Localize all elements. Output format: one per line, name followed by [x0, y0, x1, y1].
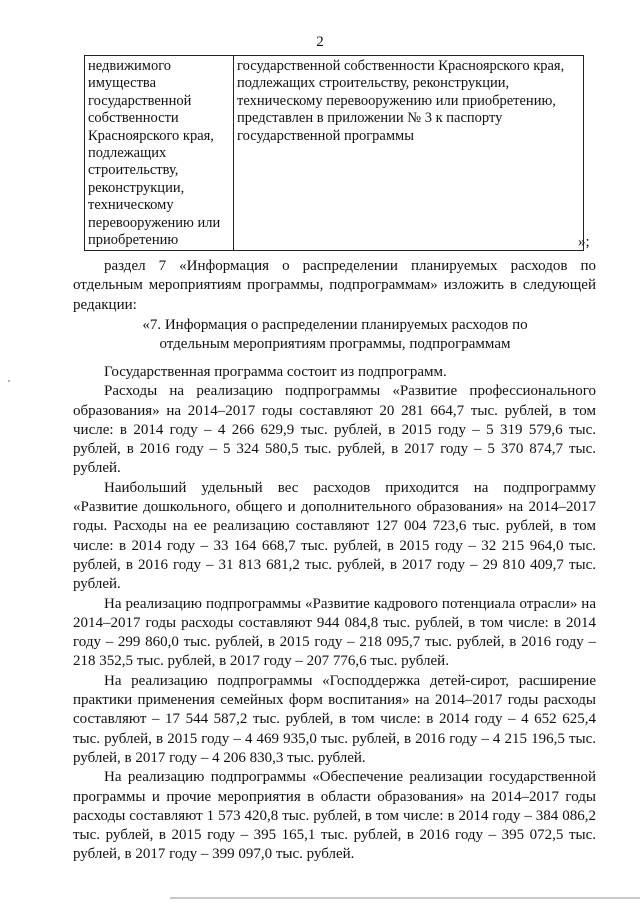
table-cell-left: недвижимого имущества государственной собственности Красноярского края, подлежащих строительству, реконструкции, техническому перевооружению или приобретению	[85, 56, 234, 251]
body-text	[73, 363, 596, 865]
closing-quote: »;	[578, 234, 590, 250]
paragraph: Расходы на реализацию подпрограммы «Развитие профессионального образования» на 2014–2017 годы составляют 20 281 664,7 тыс. рублей, в том числе: в 2014 году – 4 266 629,9 тыс. рублей, в 2015 году – 5 319 579,6 тыс. рублей, в 2016 году – 5 324 580,5 тыс. рублей, в 2017 году – 5 370 874,7 тыс. рублей.	[73, 383, 596, 477]
paragraph: На реализацию подпрограммы «Обеспечение реализации государственной программы и прочие мероприятия в области образования» на 2014–2017 годы расходы составляют 1 573 420,8 тыс. рублей, в том числе: в 2014 году – 384 086,2 тыс. рублей, в 2015 году – 395 165,1 тыс. рублей, в 2016 году – 395 072,5 тыс. рублей, в 2017 году – 399 097,0 тыс. рублей.	[73, 769, 596, 863]
scan-edge-line	[170, 897, 640, 899]
table-cell-right: государственной собственности Красноярского края, подлежащих строительству, реконструкции, техническому перевооружению или приобретению, представлен в приложении № 3 к паспорту государственной программы	[234, 56, 584, 251]
table-row	[85, 56, 584, 251]
section-heading: «7. Информация о распределении планируемых расходов по отдельным мероприятиям программы, подпрограммам	[142, 317, 528, 353]
amendment-intro: раздел 7 «Информация о распределении планируемых расходов по отдельным мероприятиям программы, подпрограммам» изложить в следующей редакции:	[73, 258, 596, 313]
paragraph: Государственная программа состоит из подпрограмм.	[104, 364, 447, 380]
page-number: 2	[316, 34, 324, 50]
paragraph: На реализацию подпрограммы «Развитие кадрового потенциала отрасли» на 2014–2017 годы расходы составляют 944 084,8 тыс. рублей, в том числе: в 2014 году – 299 860,0 тыс. рублей, в 2015 году – 218 095,7 тыс. рублей, в 2016 году – 218 352,5 тыс. рублей, в 2017 году – 207 776,6 тыс. рублей.	[73, 595, 596, 670]
scan-speck	[8, 380, 10, 382]
paragraph: Наибольший удельный вес расходов приходится на подпрограмму «Развитие дошкольного, общего и дополнительного образования» на 2014–2017 годы. Расходы на ее реализацию составляют 127 004 723,6 тыс. рублей, в том числе: в 2014 году – 33 164 668,7 тыс. рублей, в 2015 году – 32 215 964,0 тыс. рублей, в 2016 году – 31 813 681,2 тыс. рублей, в 2017 году – 29 810 409,7 тыс. рублей.	[73, 479, 596, 593]
objects-table	[84, 55, 584, 251]
paragraph: На реализацию подпрограммы «Господдержка детей-сирот, расширение практики применения семейных форм воспитания» на 2014–2017 годы расходы составляют – 17 544 587,2 тыс. рублей, в том числе: в 2014 году – 4 652 625,4 тыс. рублей, в 2015 году – 4 469 935,0 тыс. рублей, в 2016 году – 4 215 196,5 тыс. рублей, в 2017 году – 4 206 830,3 тыс. рублей.	[73, 672, 596, 766]
